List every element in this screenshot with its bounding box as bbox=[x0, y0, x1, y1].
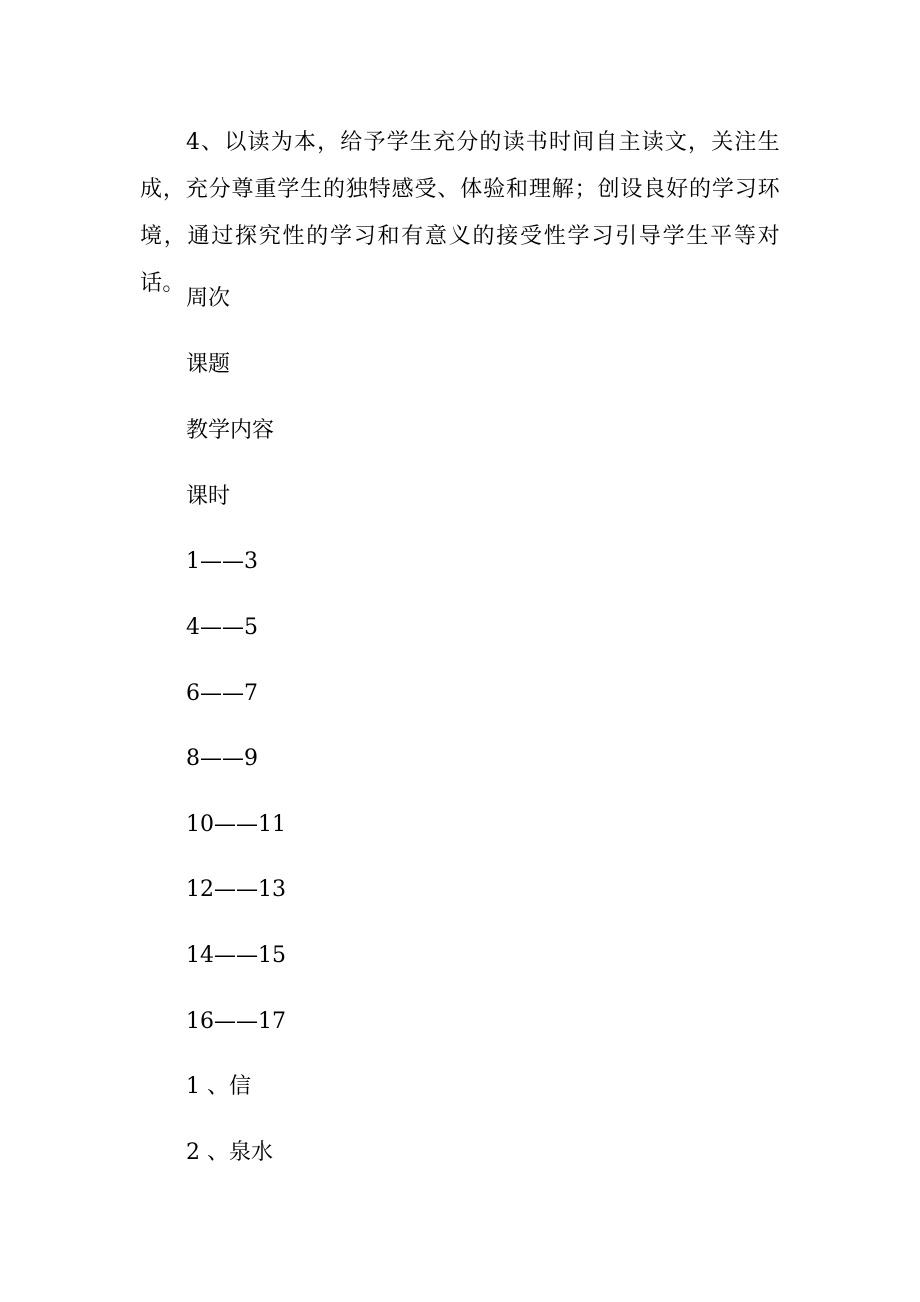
text-line-topic-header: 课题 bbox=[186, 352, 231, 377]
text-line-week-range: 1——3 bbox=[186, 549, 258, 574]
text-line-week-range: 6——7 bbox=[186, 681, 258, 706]
intro-paragraph: 4、以读为本，给予学生充分的读书时间自主读文，关注生成，充分尊重学生的独特感受、体验和理解；创设良好的学习环境，通过探究性的学习和有意义的接受性学习引导学生平等对话。 bbox=[140, 130, 780, 296]
text-line-week-header: 周次 bbox=[186, 286, 231, 311]
text-line-week-range: 8——9 bbox=[186, 746, 258, 771]
text-line-week-range: 4——5 bbox=[186, 615, 258, 640]
text-line-hours-header: 课时 bbox=[186, 484, 231, 509]
text-line-week-range: 12——13 bbox=[186, 877, 286, 902]
text-line-lesson: 1 、信 bbox=[186, 1074, 251, 1099]
text-line-week-range: 14——15 bbox=[186, 943, 286, 968]
text-line-week-range: 16——17 bbox=[186, 1009, 286, 1034]
text-line-week-range: 10——11 bbox=[186, 812, 286, 837]
text-line-lesson: 2 、泉水 bbox=[186, 1140, 273, 1165]
text-line-content-header: 教学内容 bbox=[186, 418, 275, 443]
